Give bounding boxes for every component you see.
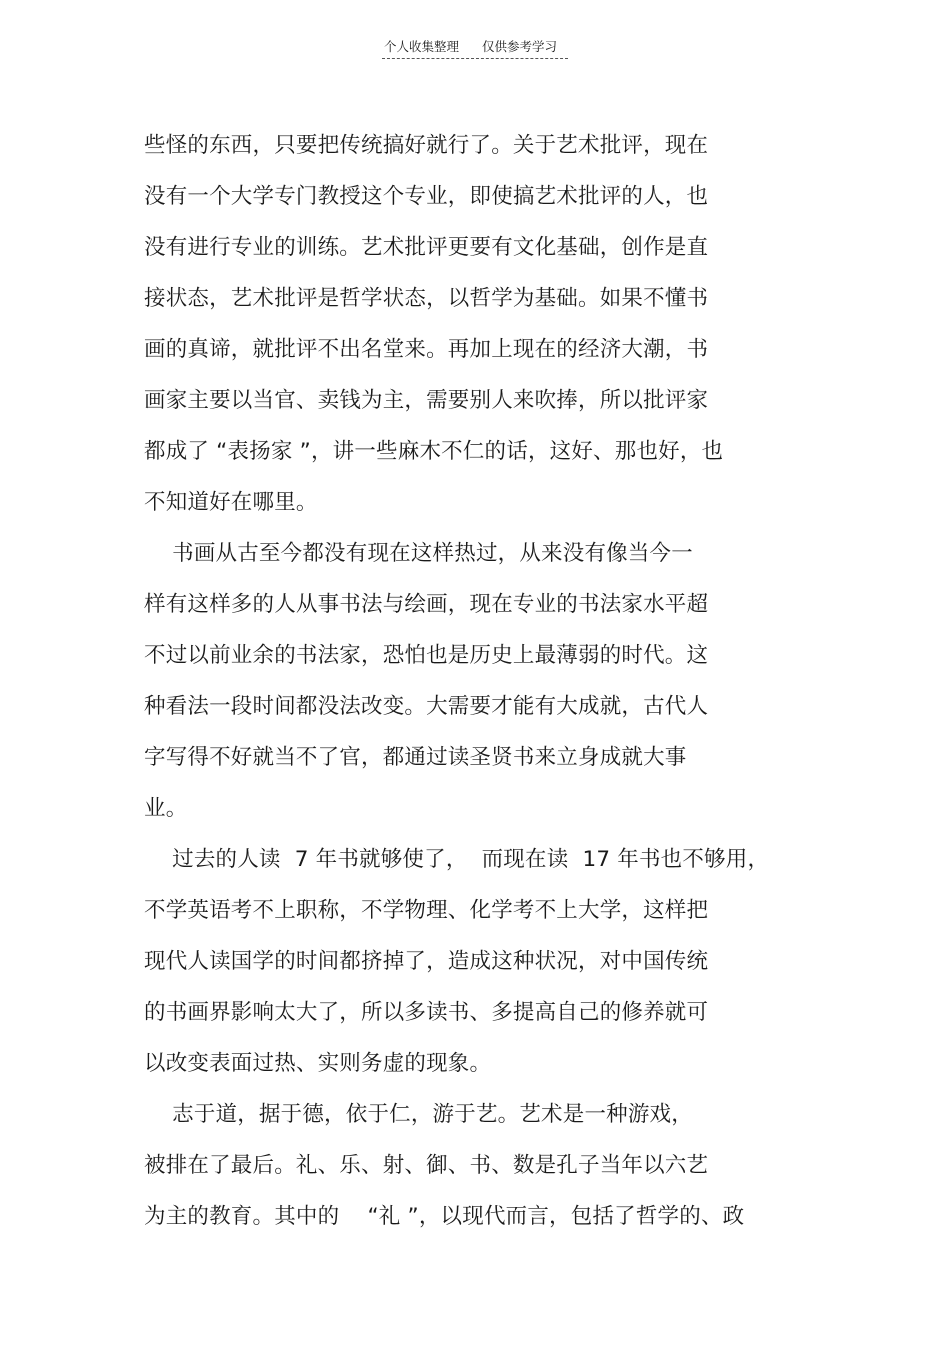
text-line: 志于道，据于德，依于仁，游于艺。艺术是一种游戏， (144, 1102, 693, 1127)
text-line: 种看法一段时间都没法改变。大需要才能有大成就，古代人 (144, 694, 709, 719)
text-line: 以改变表面过热、实则务虚的现象。 (144, 1051, 492, 1076)
header-left-text: 个人收集整理 (384, 39, 460, 54)
text-line: 没有一个大学专门教授这个专业，即使搞艺术批评的人，也 (144, 184, 709, 209)
text-line: 业。 (144, 796, 188, 821)
text-line: 为主的教育。其中的 “礼 ”，以现代而言，包括了哲学的、政 (144, 1204, 745, 1229)
text-line: 现代人读国学的时间都挤掉了，造成这种状况，对中国传统 (144, 949, 709, 974)
header-right-text: 仅供参考学习 (482, 39, 558, 54)
text-line: 样有这样多的人从事书法与绘画，现在专业的书法家水平超 (144, 592, 709, 617)
text-line: 不过以前业余的书法家，恐怕也是历史上最薄弱的时代。这 (144, 643, 709, 668)
text-line: 都成了 “表扬家 ”，讲一些麻木不仁的话，这好、那也好，也 (144, 439, 724, 464)
document-body (144, 120, 844, 1242)
text-line: 画的真谛，就批评不出名堂来。再加上现在的经济大潮，书 (144, 337, 709, 362)
text-line: 被排在了最后。礼、乐、射、御、书、数是孔子当年以六艺 (144, 1153, 709, 1178)
text-line: 过去的人读 7 年书就够使了， 而现在读 17 年书也不够用， (144, 847, 770, 872)
text-line: 画家主要以当官、卖钱为主，需要别人来吹捧，所以批评家 (144, 388, 709, 413)
page-header (382, 38, 568, 59)
text-line: 没有进行专业的训练。艺术批评更要有文化基础，创作是直 (144, 235, 709, 260)
text-line: 不学英语考不上职称，不学物理、化学考不上大学，这样把 (144, 898, 709, 923)
text-line: 书画从古至今都没有现在这样热过，从来没有像当今一 (144, 541, 693, 566)
text-line: 接状态，艺术批评是哲学状态，以哲学为基础。如果不懂书 (144, 286, 709, 311)
text-line: 字写得不好就当不了官，都通过读圣贤书来立身成就大事 (144, 745, 687, 770)
text-line: 的书画界影响太大了，所以多读书、多提高自己的修养就可 (144, 1000, 709, 1025)
text-line: 不知道好在哪里。 (144, 490, 318, 515)
text-line: 些怪的东西，只要把传统搞好就行了。关于艺术批评，现在 (144, 133, 709, 158)
